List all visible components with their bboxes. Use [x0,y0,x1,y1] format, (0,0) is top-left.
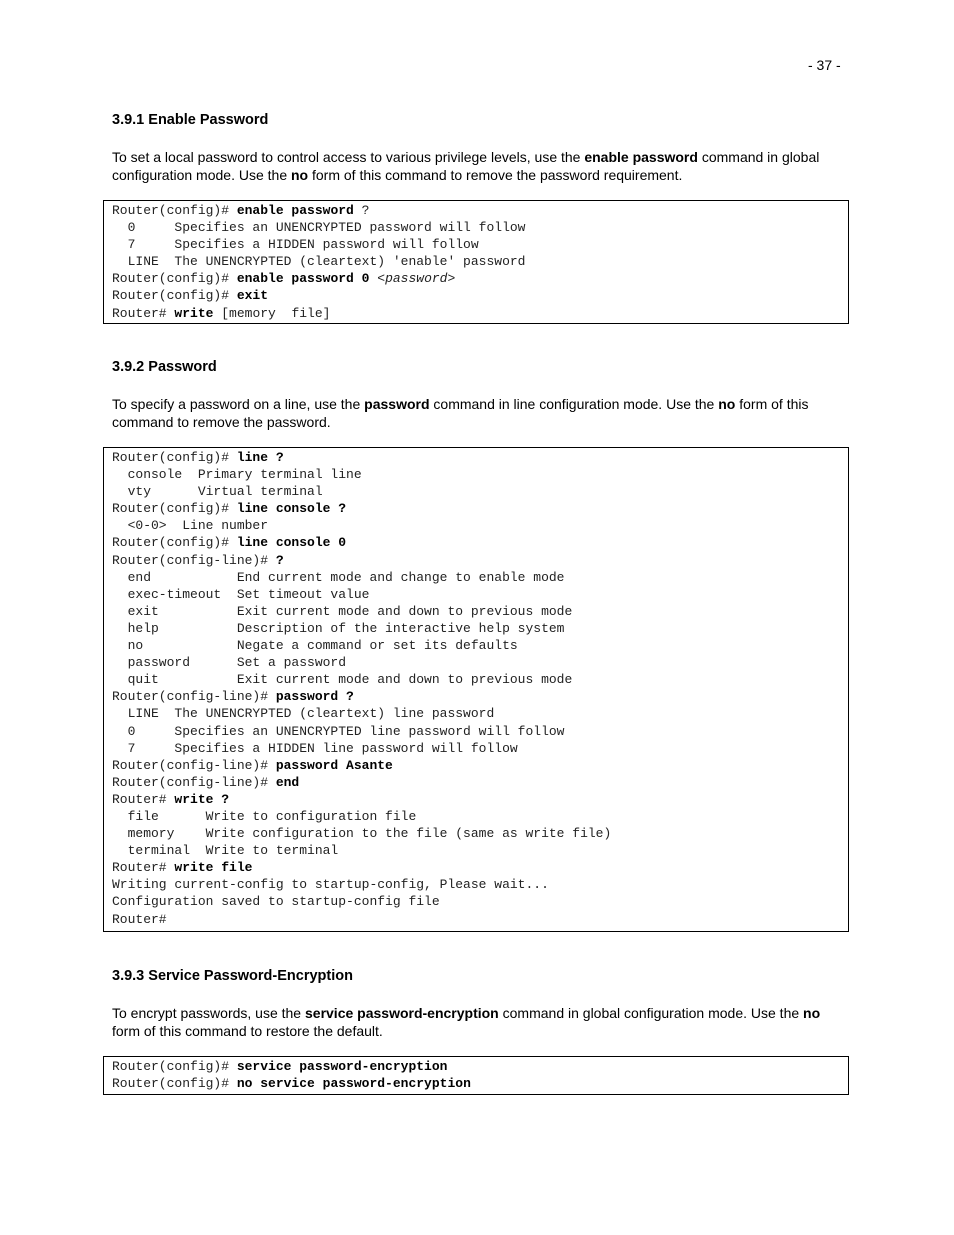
code-text: 0 Specifies an UNENCRYPTED password will follow [112,220,526,236]
code-command: end [275,774,300,790]
keyword-no: no [718,396,736,412]
code-command: enable password [236,203,354,218]
code-line [112,808,848,825]
code-text: <0-0> Line number [112,518,269,534]
code-text: 7 Specifies a HIDDEN line password will follow [112,740,518,756]
code-text: Router# [112,305,175,321]
code-line [112,757,848,774]
code-line [112,466,848,483]
code-text: no Negate a command or set its defaults [112,638,518,654]
code-line [112,603,848,620]
code-command: line console ? [236,501,347,517]
section-password [112,359,852,375]
code-line [112,1075,848,1092]
page-number: - 37 - [808,57,841,73]
keyword-no: no [803,1005,821,1021]
code-line [112,569,848,586]
code-block-password [103,447,849,932]
code-text: console Primary terminal line [112,467,362,483]
code-text: quit Exit current mode and down to previous mode [112,672,573,688]
code-line [112,671,848,688]
code-block-enable-password [103,200,849,324]
code-text: terminal Write to terminal [112,843,339,859]
code-line [112,552,848,569]
code-command: service password-encryption [236,1059,448,1074]
code-text: Router(config)# [112,501,237,517]
code-command: write file [174,860,253,876]
text-run: command in line configuration mode. Use the [429,396,719,412]
code-line [112,825,848,842]
code-text: Router(config-line)# [112,774,276,790]
code-text: Router# [112,911,167,927]
code-command: enable password 0 [236,271,370,287]
command-name: enable password [584,149,698,165]
code-line [112,791,848,808]
text-run: command to remove the password. [112,413,331,430]
code-line [112,654,848,671]
code-text: Router(config-line)# [112,689,276,705]
code-line [112,705,848,722]
code-line [112,219,848,236]
code-command: password Asante [275,757,393,773]
code-line [112,688,848,705]
text-run: form of this command to restore the default. [112,1022,383,1039]
code-command: write ? [174,791,230,807]
code-text: 0 Specifies an UNENCRYPTED line password will follow [112,723,565,739]
code-text: exit Exit current mode and down to previous mode [112,603,573,619]
code-text: help Description of the interactive help system [112,620,565,636]
code-line [112,500,848,517]
text-run: command in global [697,149,820,165]
section-paragraph [112,1005,852,1040]
code-line [112,586,848,603]
text-run: form of this command to remove the password requirement. [308,166,683,183]
code-command: write [174,305,214,321]
section-heading: 3.9.2 Password [112,359,217,375]
keyword-no: no [291,166,309,183]
code-text: file Write to configuration file [112,808,417,824]
command-name: service password-encryption [305,1005,499,1021]
code-text: Router# [112,791,175,807]
code-line [112,911,848,928]
code-line [112,305,848,322]
code-text: password Set a password [112,655,347,671]
code-text: exec-timeout Set timeout value [112,586,370,602]
code-text: Router(config)# [112,535,237,551]
code-text: Configuration saved to startup-config file [112,894,440,910]
code-line [112,483,848,500]
code-placeholder: <password> [377,271,456,287]
code-line [112,859,848,876]
code-line [112,236,848,253]
code-command: exit [236,288,269,304]
code-line [112,202,848,219]
code-line [112,637,848,654]
code-command: line ? [236,450,284,465]
code-text: [memory file] [213,305,331,321]
code-line [112,517,848,534]
code-line [112,774,848,791]
code-line [112,893,848,910]
code-text: Router(config)# [112,450,237,465]
code-text: Router(config)# [112,288,237,304]
code-text: 7 Specifies a HIDDEN password will follow [112,237,479,253]
code-command: no service password-encryption [236,1076,471,1092]
text-run: configuration mode. Use the [112,166,291,183]
code-line [112,253,848,270]
code-line [112,842,848,859]
text-run: To set a local password to control access to various privilege levels, use the [112,149,585,165]
code-text: ? [353,203,370,218]
code-command: line console 0 [236,535,347,551]
code-line [112,1058,848,1075]
text-run: form of this [735,396,809,412]
code-text: Writing current-config to startup-config, Please wait... [112,877,549,893]
code-text: Router(config)# [112,1076,237,1092]
code-text: Router(config)# [112,203,237,218]
code-text: vty Virtual terminal [112,484,323,500]
code-block-service-password-encryption [103,1056,849,1095]
code-text: LINE The UNENCRYPTED (cleartext) 'enable' password [112,254,526,270]
code-line [112,270,848,287]
code-text: Router# [112,860,175,876]
code-line [112,449,848,466]
code-text: Router(config-line)# [112,552,276,568]
command-name: password [364,396,430,412]
section-heading: 3.9.3 Service Password-Encryption [112,968,353,984]
text-run: To encrypt passwords, use the [112,1005,305,1021]
code-line [112,534,848,551]
code-text: Router(config)# [112,271,237,287]
text-run: To specify a password on a line, use the [112,396,365,412]
code-text: memory Write configuration to the file (same as write file) [112,826,612,842]
code-text: end End current mode and change to enable mode [112,569,565,585]
code-line [112,740,848,757]
code-text: LINE The UNENCRYPTED (cleartext) line password [112,706,495,722]
section-service-password-encryption [112,968,852,984]
section-heading: 3.9.1 Enable Password [112,112,269,128]
code-text: Router(config)# [112,1059,237,1074]
section-enable-password [112,112,852,128]
text-run: command in global configuration mode. Use the [498,1005,804,1021]
code-line [112,287,848,304]
code-line [112,620,848,637]
code-command: ? [275,552,284,568]
code-line [112,723,848,740]
section-paragraph [112,396,852,431]
code-text: Router(config-line)# [112,757,276,773]
code-command: password ? [275,689,354,705]
code-line [112,876,848,893]
section-paragraph [112,149,852,184]
